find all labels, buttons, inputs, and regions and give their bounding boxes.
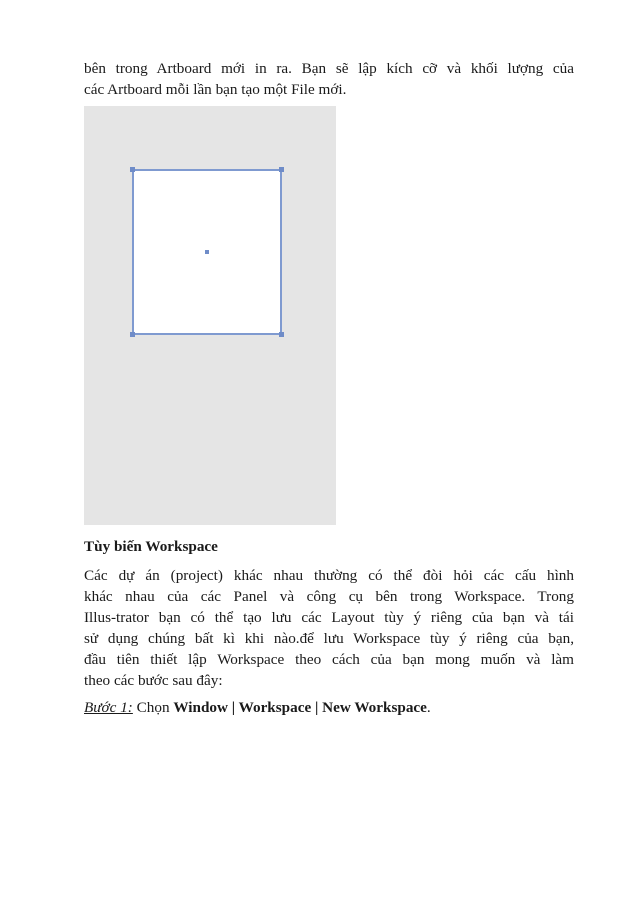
artboard-handle-bottom-left <box>130 332 135 337</box>
section-line: đầu tiên thiết lập Workspace theo cách của bạn mong muốn và làm <box>84 651 574 668</box>
step-1-text: Chọn <box>132 699 174 716</box>
step-1 <box>84 697 574 718</box>
section-line: khác nhau của các Panel và công cụ bên trong Workspace. Trong <box>84 588 574 605</box>
step-1-line <box>84 697 574 718</box>
intro-line: bên trong Artboard mới in ra. Bạn sẽ lập kích cỡ và khối lượng của <box>84 60 574 77</box>
section-line: theo các bước sau đây: <box>84 672 223 689</box>
artboard-handle-top-left <box>130 167 135 172</box>
artboard-canvas-figure <box>84 106 336 525</box>
section-line: sử dụng chúng bất kì khi nào.để lưu Workspace tùy ý riêng của bạn, <box>84 630 574 647</box>
step-1-menu-path: Window | Workspace | New Workspace <box>173 699 427 716</box>
section-heading: Tùy biến Workspace <box>84 538 218 555</box>
artboard-handle-top-right <box>279 167 284 172</box>
section-line: Các dự án (project) khác nhau thường có thể đòi hỏi các cấu hình <box>84 567 574 584</box>
artboard-center-point <box>205 250 209 254</box>
section-line: Illus-trator bạn có thể tạo lưu các Layout tùy ý riêng của bạn và tái <box>84 609 574 626</box>
intro-paragraph <box>84 58 574 100</box>
section-paragraph <box>84 565 574 691</box>
step-1-end: . <box>426 699 431 716</box>
intro-line: các Artboard mỗi lần bạn tạo một File mới. <box>84 81 347 98</box>
step-1-label: Bước 1: <box>84 699 133 716</box>
artboard-handle-bottom-right <box>279 332 284 337</box>
